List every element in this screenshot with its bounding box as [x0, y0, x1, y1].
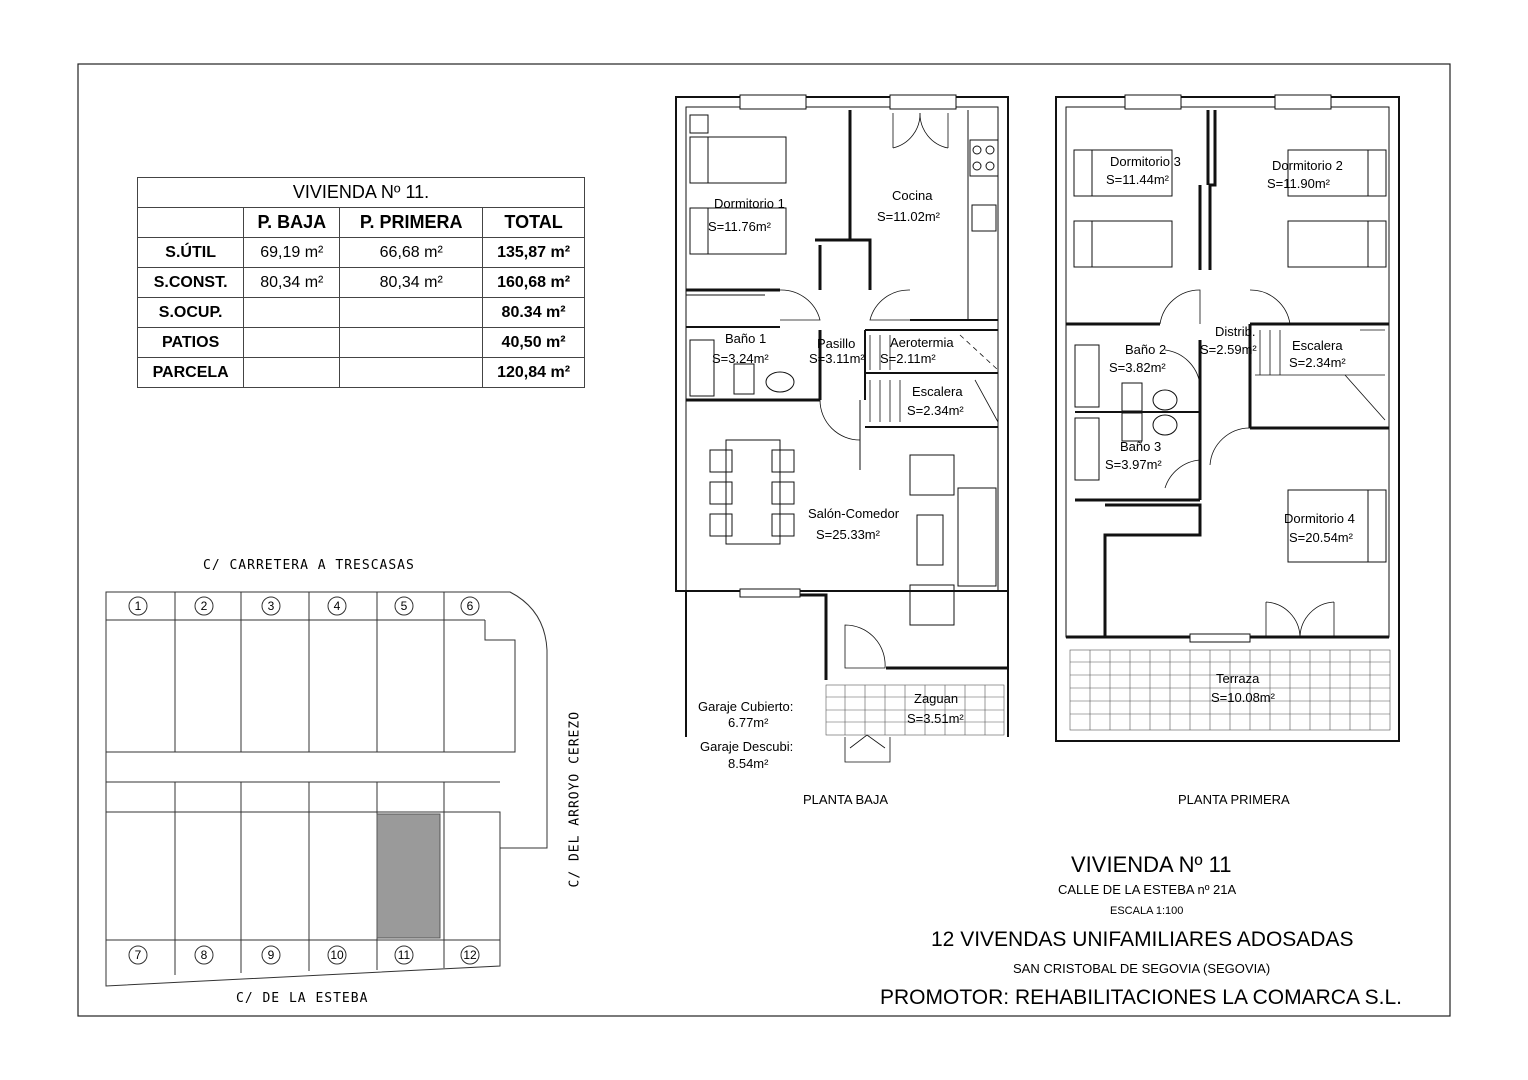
cell	[340, 358, 483, 388]
lot-number: 1	[134, 599, 142, 613]
room-name: Dormitorio 4	[1284, 511, 1355, 526]
cell	[340, 298, 483, 328]
table-row	[138, 358, 585, 388]
street-right-label: C/ DEL ARROYO CEREZO	[567, 710, 583, 888]
room-name: Baño 1	[725, 331, 767, 346]
room-name: Zaguan	[914, 691, 959, 706]
room-area: S=2.34m²	[1289, 355, 1346, 370]
room-name: Dormitorio 2	[1272, 158, 1343, 173]
row-label: PATIOS	[138, 328, 244, 358]
cell	[244, 298, 340, 328]
room-area: S=3.51m²	[907, 711, 964, 726]
room-area: S=25.33m²	[816, 527, 880, 542]
room-name: Escalera	[1292, 338, 1343, 353]
lot-number: 10	[330, 948, 344, 962]
room-name: Dormitorio 3	[1110, 154, 1181, 169]
room-area: S=20.54m²	[1289, 530, 1353, 545]
row-label: PARCELA	[138, 358, 244, 388]
room-name: Salón-Comedor	[808, 506, 900, 521]
cell: 120,84 m²	[483, 358, 585, 388]
cell: 80.34 m²	[483, 298, 585, 328]
lot-number: 9	[267, 948, 275, 962]
site-plan	[106, 592, 547, 986]
room-name: Aerotermia	[890, 335, 954, 350]
ground-floor-label: PLANTA BAJA	[803, 792, 889, 807]
title-block-scale: ESCALA 1:100	[1110, 905, 1184, 917]
highlighted-lot-11	[377, 814, 440, 938]
table-row	[138, 328, 585, 358]
col-header: P. PRIMERA	[340, 208, 483, 238]
cell: 80,34 m²	[340, 268, 483, 298]
cell: 66,68 m²	[340, 238, 483, 268]
room-name: Cocina	[892, 188, 933, 203]
table-corner	[138, 208, 244, 238]
room-area: S=3.11m²	[809, 351, 865, 366]
surface-table	[137, 177, 585, 388]
row-label: S.ÚTIL	[138, 238, 244, 268]
cell: 80,34 m²	[244, 268, 340, 298]
cell	[340, 328, 483, 358]
col-header: P. BAJA	[244, 208, 340, 238]
row-label: S.CONST.	[138, 268, 244, 298]
lot-number: 4	[333, 599, 341, 613]
room-name: Terraza	[1216, 671, 1260, 686]
room-name: Baño 2	[1125, 342, 1167, 357]
lot-number: 2	[200, 599, 208, 613]
room-area: S=3.82m²	[1109, 360, 1166, 375]
room-area: S=10.08m²	[1211, 690, 1275, 705]
street-top-label: C/ CARRETERA A TRESCASAS	[203, 558, 415, 573]
room-name: Escalera	[912, 384, 963, 399]
cell	[244, 358, 340, 388]
title-block-promoter: PROMOTOR: REHABILITACIONES LA COMARCA S.L.	[880, 986, 1403, 1009]
room-area: S=11.02m²	[877, 209, 940, 224]
col-header: TOTAL	[483, 208, 585, 238]
lot-number: 12	[463, 948, 477, 962]
room-name: Dormitorio 1	[714, 196, 785, 211]
cell: 160,68 m²	[483, 268, 585, 298]
room-area: 8.54m²	[728, 756, 769, 771]
room-name: Distrib.	[1215, 324, 1256, 339]
room-area: S=3.97m²	[1105, 457, 1162, 472]
cell: 69,19 m²	[244, 238, 340, 268]
table-row	[138, 238, 585, 268]
title-block-title: VIVIENDA Nº 11	[1071, 852, 1232, 877]
table-row	[138, 268, 585, 298]
street-bottom-label: C/ DE LA ESTEBA	[236, 991, 369, 1006]
title-block-project: 12 VIVENDAS UNIFAMILIARES ADOSADAS	[931, 928, 1354, 951]
lot-number: 6	[466, 599, 474, 613]
room-area: S=11.76m²	[708, 219, 771, 234]
room-area: S=11.90m²	[1267, 176, 1330, 191]
lot-number: 3	[267, 599, 275, 613]
room-area: 6.77m²	[728, 715, 769, 730]
lot-number: 7	[134, 948, 142, 962]
row-label: S.OCUP.	[138, 298, 244, 328]
room-area: S=2.34m²	[907, 403, 964, 418]
first-floor-plan	[1056, 95, 1399, 741]
room-area: S=11.44m²	[1106, 172, 1169, 187]
cell	[244, 328, 340, 358]
first-floor-label: PLANTA PRIMERA	[1178, 792, 1290, 807]
room-area: S=3.24m²	[712, 351, 769, 366]
title-block-location: SAN CRISTOBAL DE SEGOVIA (SEGOVIA)	[1013, 961, 1271, 976]
room-name: Garaje Descubi:	[700, 739, 794, 754]
room-name: Baño 3	[1120, 439, 1162, 454]
lot-number: 8	[200, 948, 208, 962]
table-row	[138, 298, 585, 328]
room-name: Pasillo	[817, 336, 856, 351]
room-name: Garaje Cubierto:	[698, 699, 794, 714]
lot-number: 5	[400, 599, 408, 613]
room-area: S=2.59m²	[1200, 342, 1257, 357]
table-title: VIVIENDA Nº 11.	[138, 178, 585, 208]
lot-number: 11	[397, 948, 411, 962]
title-block-address: CALLE DE LA ESTEBA nº 21A	[1058, 882, 1237, 897]
cell: 135,87 m²	[483, 238, 585, 268]
room-area: S=2.11m²	[880, 351, 936, 366]
cell: 40,50 m²	[483, 328, 585, 358]
